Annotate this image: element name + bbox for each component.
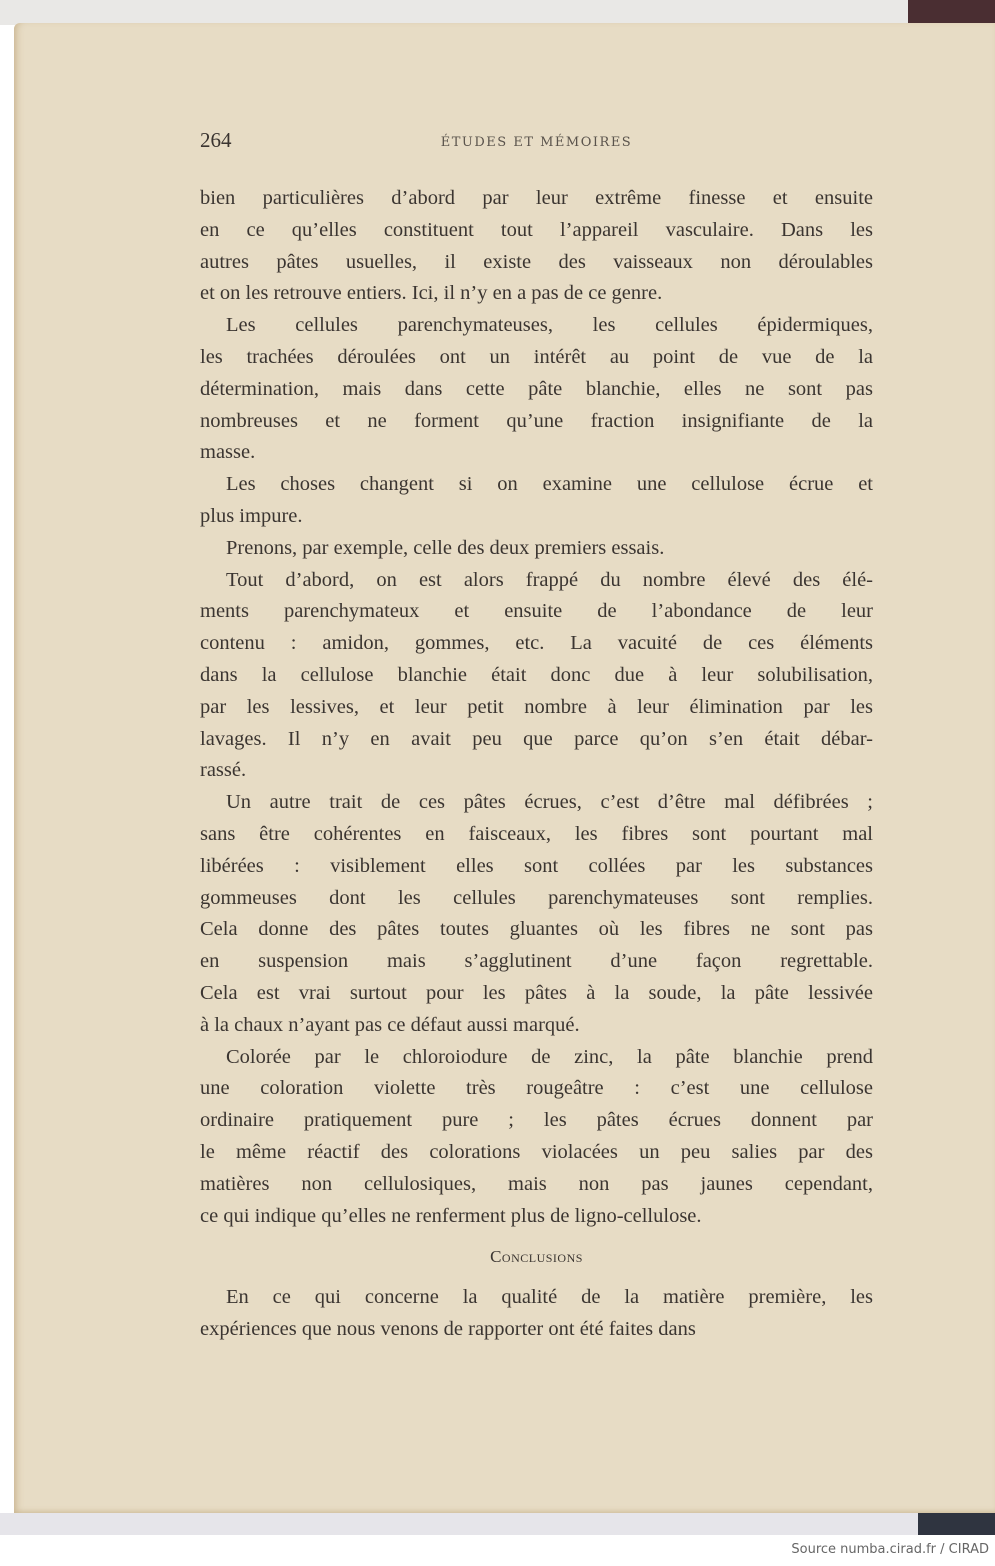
section-heading xyxy=(200,1232,873,1282)
text-line: gommeuses dont les cellules parenchymateuses sont remplies. xyxy=(200,886,873,909)
text-line: lavages. Il n’y en avait peu que parce qu’on s’en était débar- xyxy=(200,727,873,750)
book-cover-edge-bottom xyxy=(918,1513,995,1535)
text-line: par les lessives, et leur petit nombre à leur élimination par les xyxy=(200,695,873,718)
text-line: rassé. xyxy=(200,759,247,782)
text-line: expériences que nous venons de rapporter ont été faites dans xyxy=(200,1318,696,1341)
text-line: masse. xyxy=(200,441,256,464)
page-header xyxy=(200,128,873,158)
text-line: Les choses changent si on examine une cellulose écrue et xyxy=(226,473,873,496)
text-line: une coloration violette très rougeâtre : c’est une cellulose xyxy=(200,1077,873,1100)
text-line: plus impure. xyxy=(200,504,303,527)
text-line: libérées : visiblement elles sont collées par les substances xyxy=(200,854,873,877)
text-line: bien particulières d’abord par leur extrême finesse et ensuite xyxy=(200,187,873,209)
text-line: autres pâtes usuelles, il existe des vaisseaux non déroulables xyxy=(200,250,873,273)
book-cover-edge xyxy=(908,0,995,25)
text-line: en suspension mais s’agglutinent d’une façon regrettable. xyxy=(200,950,873,973)
section-heading-text: Conclusions xyxy=(490,1247,583,1267)
text-line: Prenons, par exemple, celle des deux premiers essais. xyxy=(226,536,665,559)
page-number: 264 xyxy=(200,128,232,152)
text-line: ments parenchymateux et ensuite de l’abondance de leur xyxy=(200,600,873,623)
text-line: les trachées déroulées ont un intérêt au point de vue de la xyxy=(200,345,873,368)
text-line: détermination, mais dans cette pâte blanchie, elles ne sont pas xyxy=(200,377,873,400)
running-head: ÉTUDES ET MÉMOIRES xyxy=(440,135,633,150)
scan-background-top xyxy=(0,0,910,25)
text-line: matières non cellulosiques, mais non pas jaunes cependant, xyxy=(200,1172,873,1195)
text-line: Les cellules parenchymateuses, les cellules épidermiques, xyxy=(226,314,873,337)
text-line: Cela donne des pâtes toutes gluantes où les fibres ne sont pas xyxy=(200,918,873,941)
text-line: Cela est vrai surtout pour les pâtes à la soude, la pâte lessivée xyxy=(200,981,873,1004)
text-line: Colorée par le chloroiodure de zinc, la pâte blanchie prend xyxy=(226,1045,873,1068)
page-body xyxy=(200,183,873,1346)
text-line: ce qui indique qu’elles ne renferment plus de ligno-cellulose. xyxy=(200,1204,702,1227)
text-line: sans être cohérentes en faisceaux, les fibres sont pourtant mal xyxy=(200,822,873,845)
text-line: le même réactif des colorations violacées un peu salies par des xyxy=(200,1140,873,1163)
text-line: En ce qui concerne la qualité de la matière première, les xyxy=(226,1286,873,1309)
text-line: dans la cellulose blanchie était donc due à leur solubilisation, xyxy=(200,663,873,686)
text-line: Un autre trait de ces pâtes écrues, c’est d’être mal défibrées ; xyxy=(226,791,873,814)
text-line: en ce qu’elles constituent tout l’appareil vasculaire. Dans les xyxy=(200,218,873,241)
text-line: Tout d’abord, on est alors frappé du nombre élevé des élé- xyxy=(226,568,873,591)
text-line: et on les retrouve entiers. Ici, il n’y en a pas de ce genre. xyxy=(200,282,663,305)
source-credit: Source numba.cirad.fr / CIRAD xyxy=(791,1542,989,1557)
text-line: nombreuses et ne forment qu’une fraction insignifiante de la xyxy=(200,409,873,432)
scan-background-bottom xyxy=(0,1513,920,1535)
text-line: ordinaire pratiquement pure ; les pâtes écrues donnent par xyxy=(200,1109,873,1132)
text-line: contenu : amidon, gommes, etc. La vacuité de ces éléments xyxy=(200,632,873,655)
text-line: à la chaux n’ayant pas ce défaut aussi marqué. xyxy=(200,1013,580,1036)
